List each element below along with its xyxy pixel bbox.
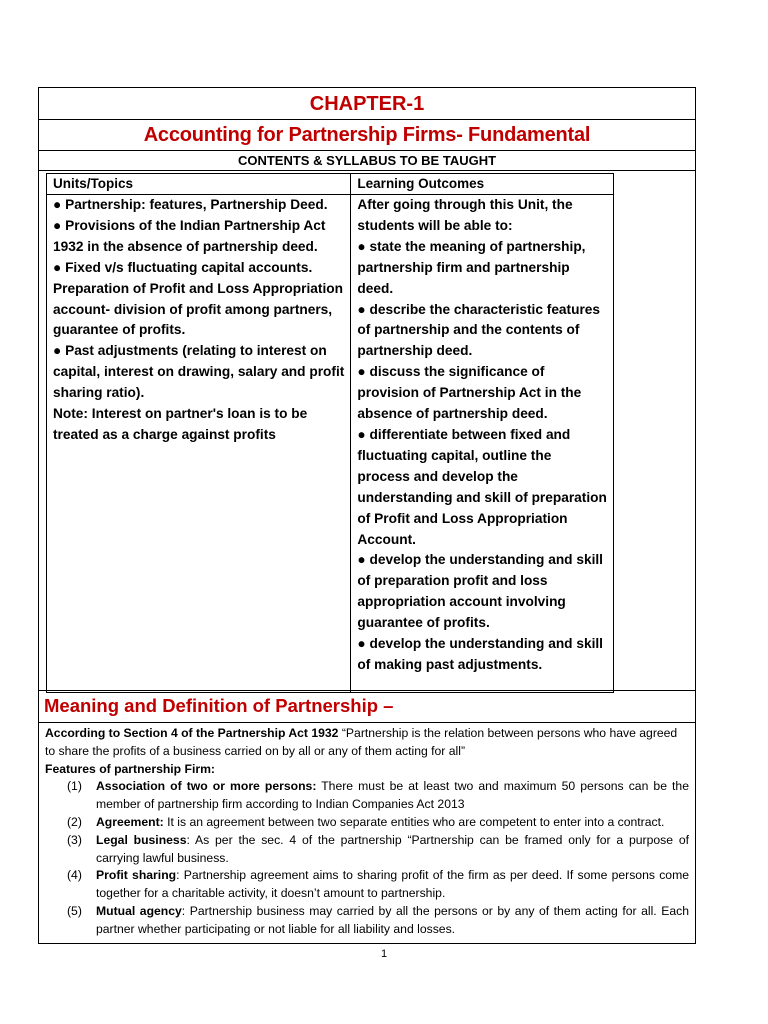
outcomes-cell	[351, 195, 614, 693]
unit-item: ● Provisions of the Indian Partnership Act 1932 in the absence of partnership deed.	[53, 217, 326, 254]
item-number: (4)	[67, 868, 82, 883]
list-item	[45, 867, 689, 903]
outcomes-column-header: Learning Outcomes	[351, 174, 614, 195]
list-item	[45, 903, 689, 939]
document-frame	[38, 87, 696, 944]
definition-paragraph	[45, 725, 689, 761]
list-item	[45, 778, 689, 814]
units-column-header: Units/Topics	[47, 174, 351, 195]
item-number: (3)	[67, 832, 82, 847]
item-text: : Partnership business may carried by all the persons or by any of them acting for all. Each partner whether participating or not liable for all liability and losses.	[96, 903, 689, 936]
syllabus-section	[39, 171, 695, 691]
contents-heading: CONTENTS & SYLLABUS TO BE TAUGHT	[39, 151, 695, 171]
outcome-item: ● state the meaning of partnership, partnership firm and partnership deed.	[357, 238, 586, 296]
item-term: Mutual agency	[96, 903, 182, 918]
outcome-intro: After going through this Unit, the students will be able to:	[357, 197, 573, 233]
units-cell	[47, 195, 351, 693]
unit-item: ● Partnership: features, Partnership Deed.	[53, 197, 328, 212]
item-term: Legal business	[96, 832, 187, 847]
features-heading: Features of partnership Firm:	[45, 761, 215, 776]
syllabus-content-row	[47, 195, 614, 693]
item-term: Association of two or more persons:	[96, 779, 317, 794]
item-number: (5)	[67, 903, 82, 918]
chapter-subtitle: Accounting for Partnership Firms- Fundamental	[39, 120, 695, 151]
meaning-heading: Meaning and Definition of Partnership –	[39, 691, 695, 723]
item-number: (2)	[67, 814, 82, 829]
definition-section	[39, 723, 695, 943]
unit-item: ● Fixed v/s fluctuating capital accounts. Preparation of Profit and Loss Appropriation account- division of profit among partners, guarantee of profits.	[53, 259, 343, 338]
unit-note: Note: Interest on partner's loan is to be treated as a charge against profits	[53, 406, 308, 442]
chapter-title: CHAPTER-1	[39, 88, 695, 120]
unit-item: ● Past adjustments (relating to interest on capital, interest on drawing, salary and profit sharing ratio).	[53, 343, 345, 401]
item-text: : Partnership agreement aims to sharing profit of the firm as per deed. If some persons come together for a charitable activity, it doesn’t amount to partnership.	[96, 868, 690, 901]
syllabus-table	[46, 173, 614, 693]
item-term: Agreement:	[96, 814, 164, 829]
outcome-item: ● develop the understanding and skill of making past adjustments.	[357, 636, 603, 672]
definition-text: “Partnership is the relation between persons who have agreed to share the profits of a business carried on by all or any of them acting for all”	[45, 726, 678, 758]
outcome-item: ● develop the understanding and skill of preparation profit and loss appropriation account involving guarantee of profits.	[357, 552, 603, 631]
outcome-item: ● describe the characteristic features of partnership and the contents of partnership deed.	[357, 301, 601, 359]
item-text: : As per the sec. 4 of the partnership “Partnership can be framed only for a purpose of carrying lawful business.	[96, 832, 689, 865]
item-text: There must be at least two and maximum 50 persons can be the member of partnership firm according to Indian Companies Act 2013	[96, 779, 689, 812]
item-term: Profit sharing	[96, 868, 177, 883]
list-item	[45, 814, 689, 832]
page-number: 1	[380, 948, 388, 960]
syllabus-header-row	[47, 174, 614, 195]
item-number: (1)	[67, 779, 82, 794]
outcome-item: ● differentiate between fixed and fluctuating capital, outline the process and develop the understanding and skill of preparation of Profit and Loss Appropriation Account.	[357, 426, 607, 547]
definition-source: According to Section 4 of the Partnership Act 1932	[45, 726, 339, 740]
list-item	[45, 832, 689, 868]
item-text: It is an agreement between two separate entities who are competent to enter into a contract.	[163, 814, 665, 829]
features-list	[45, 778, 689, 938]
outcome-item: ● discuss the significance of provision of Partnership Act in the absence of partnership deed.	[357, 364, 582, 422]
